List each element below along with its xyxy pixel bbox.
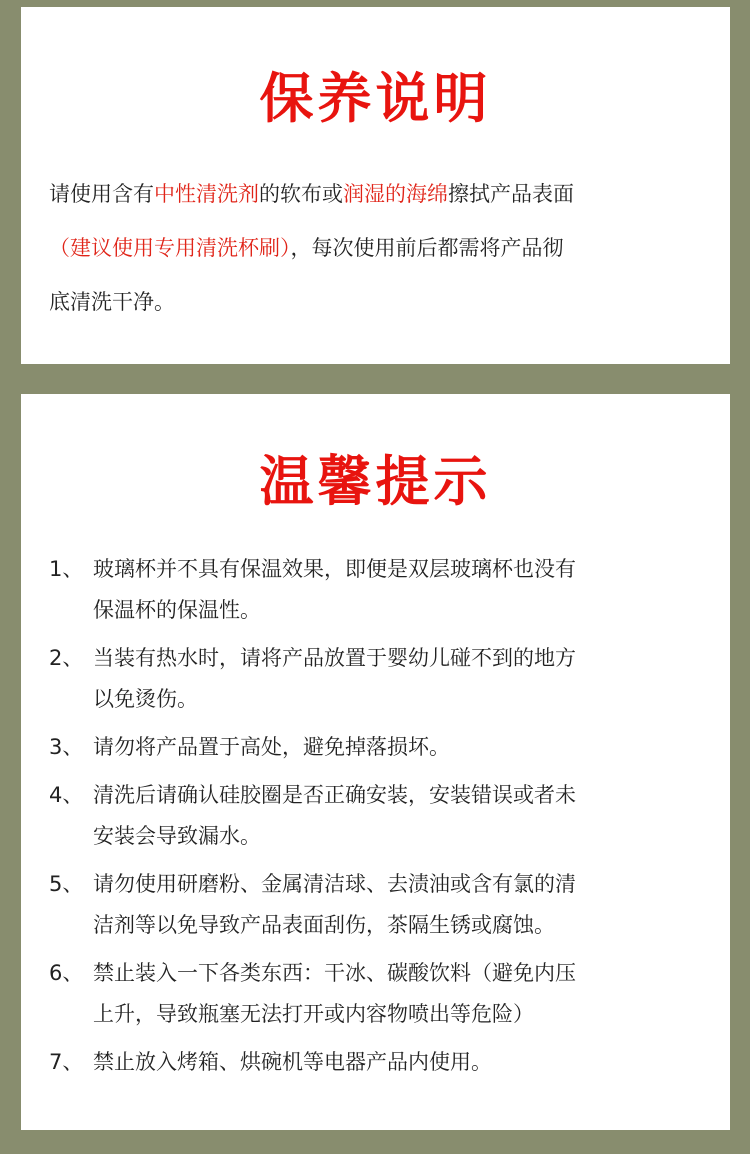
- care-text-segment: 的软布或: [259, 182, 343, 206]
- highlight-neutral-detergent: 中性清洗剂: [154, 182, 259, 206]
- tip-text-line: 安装会导致漏水。: [93, 824, 261, 848]
- tip-text-line: 以免烫伤。: [93, 687, 198, 711]
- care-title: 保养说明: [259, 67, 492, 130]
- tip-text-line: 洁剂等以免导致产品表面刮伤，茶隔生锈或腐蚀。: [93, 913, 555, 937]
- care-text-segment: ，每次使用前后都需将产品彻: [290, 236, 564, 260]
- tip-item-1: [49, 549, 708, 631]
- tip-text-line: 玻璃杯并不具有保温效果，即便是双层玻璃杯也没有: [93, 557, 576, 581]
- care-paragraph: [49, 167, 708, 329]
- tip-text-line: 禁止装入一下各类东西：干冰、碳酸饮料（避免内压: [93, 961, 576, 985]
- care-text-segment: 擦拭产品表面: [448, 182, 574, 206]
- tip-text-line: 上升，导致瓶塞无法打开或内容物喷出等危险）: [93, 1002, 534, 1026]
- tip-text-line: 当装有热水时，请将产品放置于婴幼儿碰不到的地方: [93, 646, 576, 670]
- tip-number: 4、: [49, 783, 84, 807]
- tip-number: 2、: [49, 646, 84, 670]
- care-instructions-card: [21, 7, 730, 364]
- highlight-cup-brush: （建议使用专用清洗杯刷）: [49, 236, 291, 260]
- care-line-1: [49, 167, 708, 221]
- tip-text-line: 清洗后请确认硅胶圈是否正确安装，安装错误或者未: [93, 783, 576, 807]
- tip-number: 3、: [49, 735, 84, 759]
- tip-number: 5、: [49, 872, 84, 896]
- tip-text-line: 请勿将产品置于高处，避免掉落损坏。: [93, 735, 450, 759]
- tip-number: 7、: [49, 1050, 84, 1074]
- tip-item-6: [49, 953, 708, 1035]
- tip-item-3: [49, 727, 708, 768]
- tip-item-4: [49, 775, 708, 857]
- highlight-damp-sponge: 润湿的海绵: [343, 182, 448, 206]
- warm-tips-card: [21, 394, 730, 1130]
- tip-text-line: 保温杯的保温性。: [93, 598, 261, 622]
- tip-text-line: 请勿使用研磨粉、金属清洁球、去渍油或含有氯的清: [93, 872, 576, 896]
- tip-number: 6、: [49, 961, 84, 985]
- care-line-2: [49, 221, 708, 275]
- tip-item-7: [49, 1042, 708, 1083]
- care-line-3: 底清洗干净。: [49, 290, 175, 314]
- tips-list: [49, 549, 708, 1090]
- tip-item-2: [49, 638, 708, 720]
- care-text-segment: 请使用含有: [49, 182, 154, 206]
- tips-title: 温馨提示: [259, 450, 492, 513]
- tip-text-line: 禁止放入烤箱、烘碗机等电器产品内使用。: [93, 1050, 492, 1074]
- tip-number: 1、: [49, 557, 84, 581]
- tip-item-5: [49, 864, 708, 946]
